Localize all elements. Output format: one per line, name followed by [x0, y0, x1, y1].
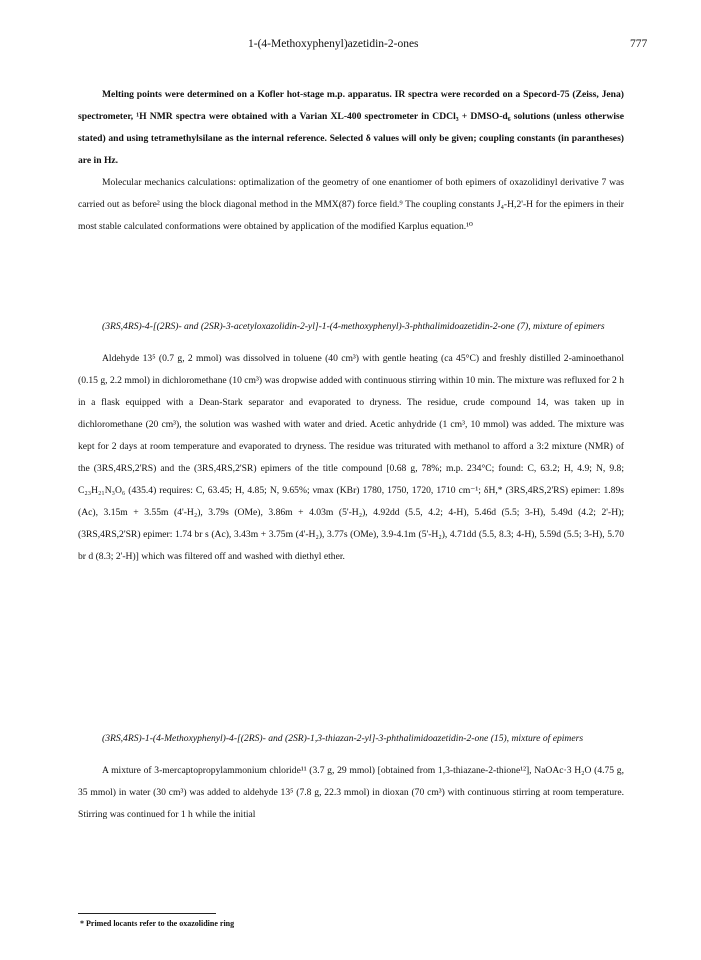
experimental-intro [78, 84, 624, 238]
footnote-divider [78, 913, 216, 914]
molecular-mechanics-paragraph: Molecular mechanics calculations: optimalization of the geometry of one enantiomer of both epimers of oxazolidinyl derivative 7 was carried out as before² using the block diagonal method in the MMX(87) force field.⁹ The coupling constants J₄-H,2'-H for the epimers in their most stable calculated conformations were obtained by application of the modified Karplus equation.¹⁰ [78, 177, 624, 232]
compound-15-procedure: A mixture of 3-mercaptopropylammonium chloride¹¹ (3.7 g, 29 mmol) [obtained from 1,3-thiazane-2-thione¹²], NaOAc·3 H₂O (4.75 g, 35 mmol) in water (30 cm³) was added to aldehyde 13⁵ (7.8 g, 22.3 mmol) in dioxan (70 cm³) with continuous stirring at room temperature. Stirring was continued for 1 h while the initial [78, 765, 624, 820]
compound-15-heading: (3RS,4RS)-1-(4-Methoxyphenyl)-4-[(2RS)- and (2SR)-1,3-thiazan-2-yl]-3-phthalimidoazetidin-2-one (15), mixture of epimers [102, 733, 584, 744]
footnote: * Primed locants refer to the oxazolidine ring [80, 919, 235, 928]
general-methods-paragraph: Melting points were determined on a Kofler hot-stage m.p. apparatus. IR spectra were recorded on a Specord-75 (Zeiss, Jena) spectrometer, ¹H NMR spectra were obtained with a Varian XL-400 spectrometer in CDCl₃ + DMSO-d₆ solutions (unless otherwise stated) and using tetramethylsilane as the internal reference. Selected δ values will only be given; coupling constants (in parantheses) are in Hz. [78, 89, 624, 166]
page-number: 777 [630, 38, 648, 50]
compound-15-section [78, 728, 624, 826]
compound-7-section [78, 316, 624, 568]
compound-7-heading: (3RS,4RS)-4-[(2RS)- and (2SR)-3-acetyloxazolidin-2-yl]-1-(4-methoxyphenyl)-3-phthalimidoazetidin-2-one (7), mixture of epimers [102, 321, 605, 332]
compound-7-procedure: Aldehyde 13⁵ (0.7 g, 2 mmol) was dissolved in toluene (40 cm³) with gentle heating (ca 45°C) and freshly distilled 2-aminoethanol (0.15 g, 2.2 mmol) in dichloromethane (10 cm³) was dropwise added with continuous stirring within 10 min. The mixture was refluxed for 2 h in a flask equipped with a Dean-Stark separator and evaporated to dryness. The residue, crude compound 14, was taken up in dichloromethane (20 cm³), the solution was washed with water and dried. Acetic anhydride (1 cm³, 10 mmol) was added. The mixture was kept for 2 days at room temperature and evaporated to dryness. The residue was triturated with methanol to afford a 3:2 mixture (NMR) of the (3RS,4RS,2'RS) and the (3RS,4RS,2'SR) epimers of the title compound [0.68 g, 78%; m.p. 234°C; found: C, 63.2; H, 4.9; N, 9.8; C₂₃H₂₁N₃O₆ (435.4) requires: C, 63.45; H, 4.85; N, 9.65%; νmax (KBr) 1780, 1750, 1720, 1710 cm⁻¹; δH,* (3RS,4RS,2'RS) epimer: 1.89s (Ac), 3.15m + 3.55m (4'-H₂), 3.79s (OMe), 3.86m + 4.03m (5'-H₂), 4.92dd (5.5, 4.2; 4-H), 5.46d (5.5; 3-H), 5.49d (4.2; 2'-H); (3RS,4RS,2'SR) epimer: 1.74 br s (Ac), 3.43m + 3.75m (4'-H₂), 3.77s (OMe), 3.9-4.1m (5'-H₂), 4.71dd (5.5, 8.3; 4-H), 5.59d (5.5; 3-H), 5.70 br d (8.3; 2'-H)] which was filtered off and washed with diethyl ether. [78, 353, 624, 562]
running-title: 1-(4-Methoxyphenyl)azetidin-2-ones [248, 38, 419, 50]
